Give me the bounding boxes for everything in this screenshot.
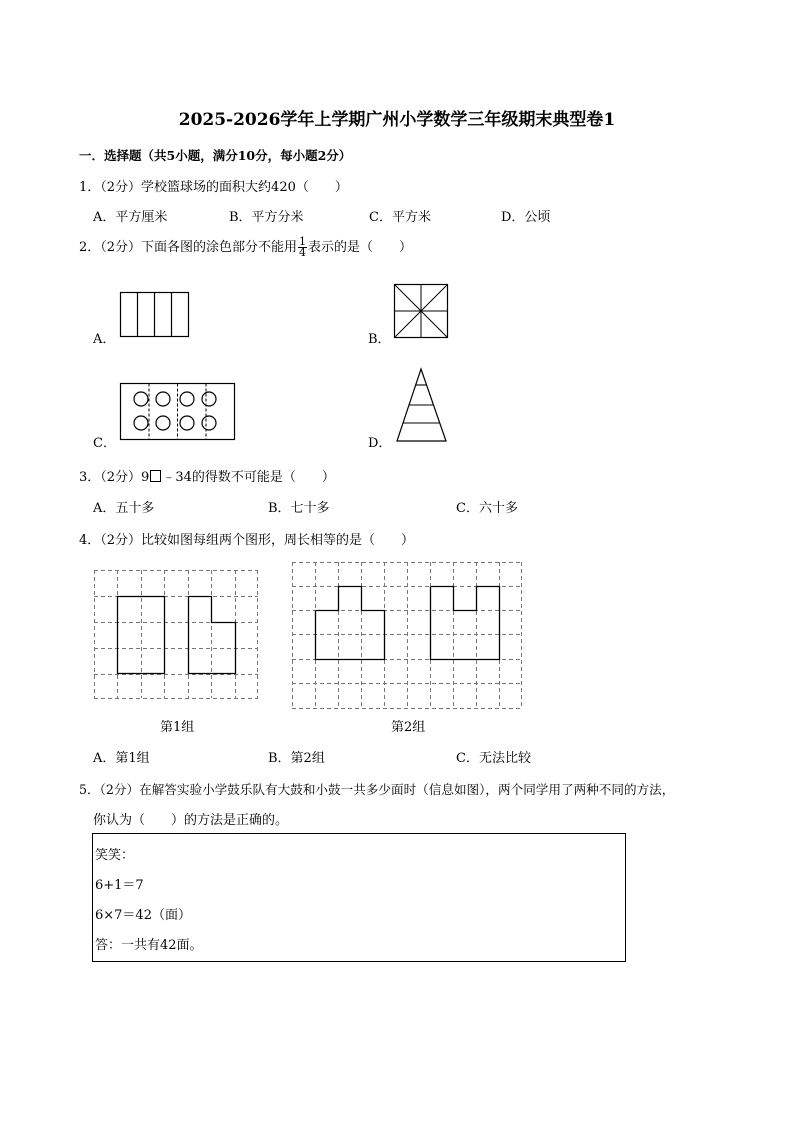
q1-option-a[interactable]: A．平方厘米 [93,210,168,225]
q1-option-d[interactable]: D．公顷 [501,210,551,225]
solution-line-3: 6×7＝42（面） [95,908,191,923]
question-5-stem-line-2: 你认为（ ）的方法是正确的。 [93,813,289,828]
fraction-numerator: 1 [299,235,307,248]
group-2-grid-figure [292,562,524,710]
solution-box [92,833,626,962]
q3-option-b[interactable]: B．七十多 [268,501,330,516]
question-2-stem [79,236,412,258]
question-1-stem: 1．（2分）学校篮球场的面积大约420（ ） [79,180,348,195]
figure-b-square-eighths [394,284,450,340]
q1-option-c[interactable]: C．平方米 [369,210,431,225]
figure-d-triangle-strips [396,368,448,443]
fraction-one-quarter [298,237,307,258]
solution-line-1: 笑笑： [95,848,135,863]
fraction-denominator: 4 [299,246,307,259]
q2-stem-before: 2．（2分）下面各图的涂色部分不能用 [79,240,298,255]
q3-option-c[interactable]: C．六十多 [456,501,518,516]
q3-option-a[interactable]: A．五十多 [93,501,155,516]
group-1-caption: 第1组 [160,720,195,735]
solution-line-2: 6+1＝7 [95,878,144,893]
figure-c-circles-grid [120,383,236,441]
blank-box-icon [150,470,161,482]
group-2-caption: 第2组 [391,720,426,735]
section-heading: 一．选择题（共5小题，满分10分，每小题2分） [79,148,352,163]
q2-stem-after: 表示的是（ ） [308,240,413,255]
q4-option-b[interactable]: B．第2组 [268,751,325,766]
question-4-stem: 4．（2分）比较如图每组两个图形，周长相等的是（ ） [79,533,415,548]
q4-option-a[interactable]: A．第1组 [93,751,150,766]
q3-stem-before: 3．（2分）9 [79,470,150,485]
solution-line-4: 答：一共有42面。 [95,938,203,953]
q3-stem-after: ﹣34的得数不可能是（ ） [162,470,335,485]
figure-a-rectangle-quarters [120,292,192,338]
q4-option-c[interactable]: C．无法比较 [456,751,531,766]
q2-option-c[interactable]: C． [93,436,116,451]
q2-option-b[interactable]: B． [368,332,391,347]
question-3-stem [79,466,335,485]
question-5-stem-line-1: 5．（2分）在解答实验小学鼓乐队有大鼓和小鼓一共多少面时（信息如图），两个同学用了两种不同的方法， [79,782,675,797]
q2-option-d[interactable]: D． [368,436,392,451]
group-1-grid-figure [94,570,260,700]
page-title: 2025-2026学年上学期广州小学数学三年级期末典型卷1 [178,110,616,130]
q2-option-a[interactable]: A． [93,332,116,347]
q1-option-b[interactable]: B．平方分米 [229,210,304,225]
